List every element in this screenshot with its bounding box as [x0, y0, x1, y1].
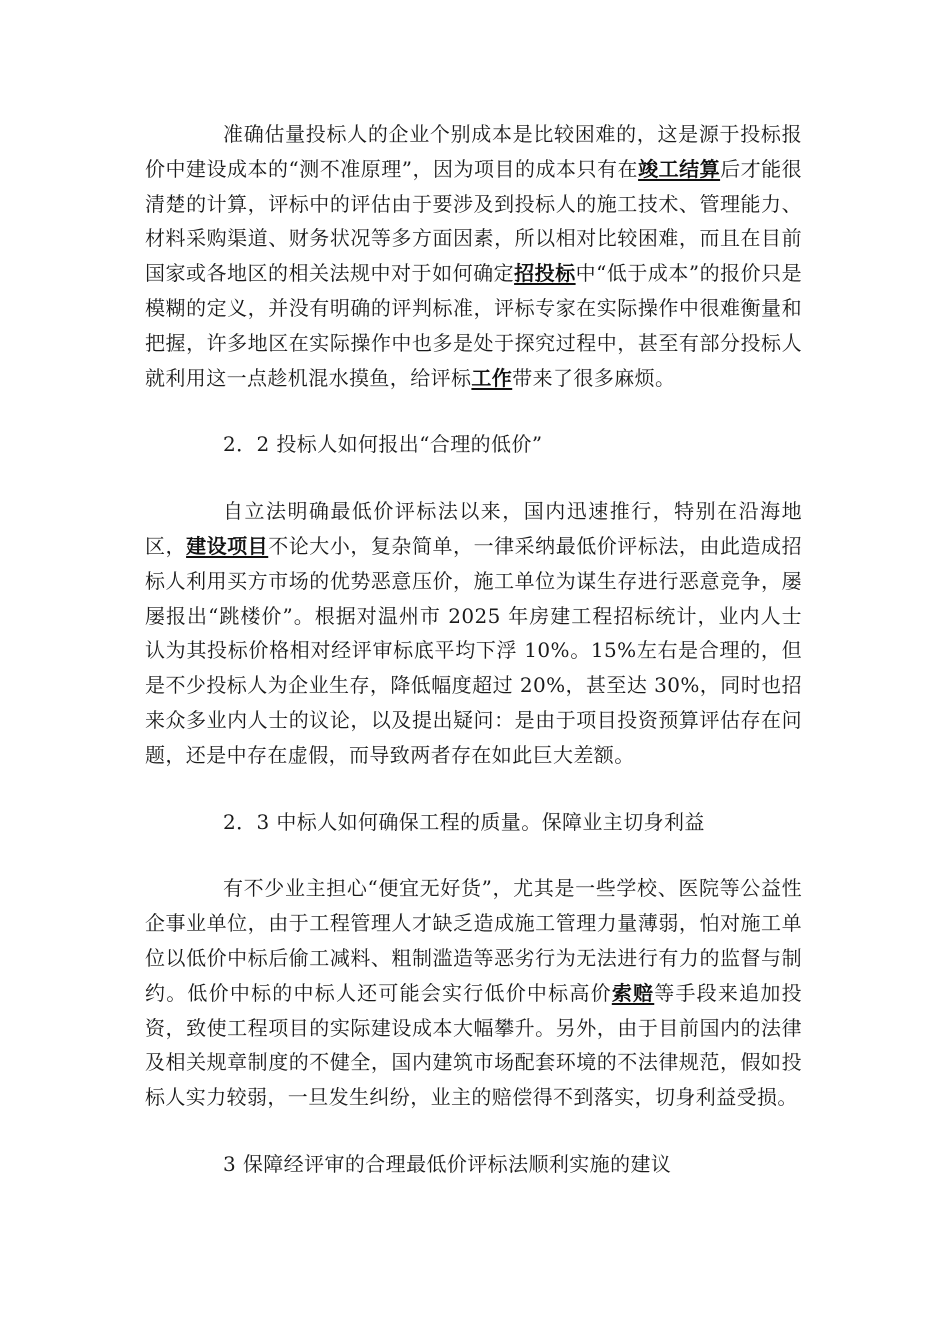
paragraph-text: 准确估量投标人的企业个别成本是比较困难的，这是源于投标报价中建设成本的“测不准原理”，因为项目的成本只有在 — [145, 122, 802, 181]
spacer — [145, 1115, 802, 1147]
link-bidding[interactable]: 招投标 — [514, 261, 576, 286]
link-claim[interactable]: 索赔 — [611, 980, 655, 1005]
link-construction-project[interactable]: 建设项目 — [186, 533, 269, 558]
paragraph-cost-estimation — [145, 117, 802, 395]
paragraph-low-price — [145, 494, 802, 772]
paragraph-text: 带来了很多麻烦。 — [512, 365, 676, 390]
paragraph-text: 后才能很清楚的计算，评标中的评估由于要涉及到投标人的施工技术、管理能力、材料采购渠道、财务状况等多方面因素，所以相对比较困难，而且在目前国家或各地区的相关法规中对于如何确定 — [145, 156, 803, 286]
spacer — [145, 839, 802, 871]
link-completion-settlement[interactable]: 竣工结算 — [638, 156, 721, 181]
section-heading-3: 3 保障经评审的合理最低价评标法顺利实施的建议 — [223, 1151, 672, 1176]
paragraph-text: 有不少业主担心“便宜无好货”，尤其是一些学校、医院等公益性企事业单位，由于工程管理人才缺乏造成施工管理力量薄弱，怕对施工单位以低价中标后偷工减料、粗制滥造等恶劣行为无法进行有力的监督与制约。低价中标的中标人还可能会实行低价中标高价 — [145, 876, 802, 1005]
section-heading-2-3: 2．3 中标人如何确保工程的质量。保障业主切身利益 — [223, 809, 705, 834]
paragraph-text: 自立法明确最低价评标法以来，国内迅速推行，特别在沿海地区， — [145, 499, 802, 558]
paragraph-quality — [145, 871, 802, 1115]
paragraph-text: 中“低于成本”的报价只是模糊的定义，并没有明确的评判标准，评标专家在实际操作中很难衡量和把握，许多地区在实际操作中也多是处于探究过程中，甚至有部分投标人就利用这一点趁机混水摸鱼，给评标 — [145, 261, 803, 390]
spacer — [145, 462, 802, 494]
spacer — [145, 773, 802, 805]
paragraph-text: 等手段来追加投资，致使工程项目的实际建设成本大幅攀升。另外，由于目前国内的法律及相关规章制度的不健全，国内建筑市场配套环境的不法律规范，假如投标人实力较弱，一旦发生纠纷，业主的赔偿得不到落实，切身利益受损。 — [145, 980, 802, 1110]
section-heading-2-2: 2．2 投标人如何报出“合理的低价” — [223, 432, 543, 457]
paragraph-text: 不论大小，复杂简单，一律采纳最低价评标法，由此造成招标人利用买方市场的优势恶意压价，施工单位为谋生存进行恶意竞争，屡屡报出“跳楼价”。根据对温州市 2025 年房建工程招标统计，业内人士认为其投标价格相对经评审标底平均下浮 10%。15%左右是合理的，但是不少投标人为企业生存，降低幅度超过 20%，甚至达 30%，同时也招来众多业内人士的议论，以及提出疑问：是由于项目投资预算评估存在问题，还是中存在虚假，而导致两者存在如此巨大差额。 — [145, 533, 802, 767]
link-work[interactable]: 工作 — [471, 365, 513, 390]
spacer — [145, 395, 802, 427]
